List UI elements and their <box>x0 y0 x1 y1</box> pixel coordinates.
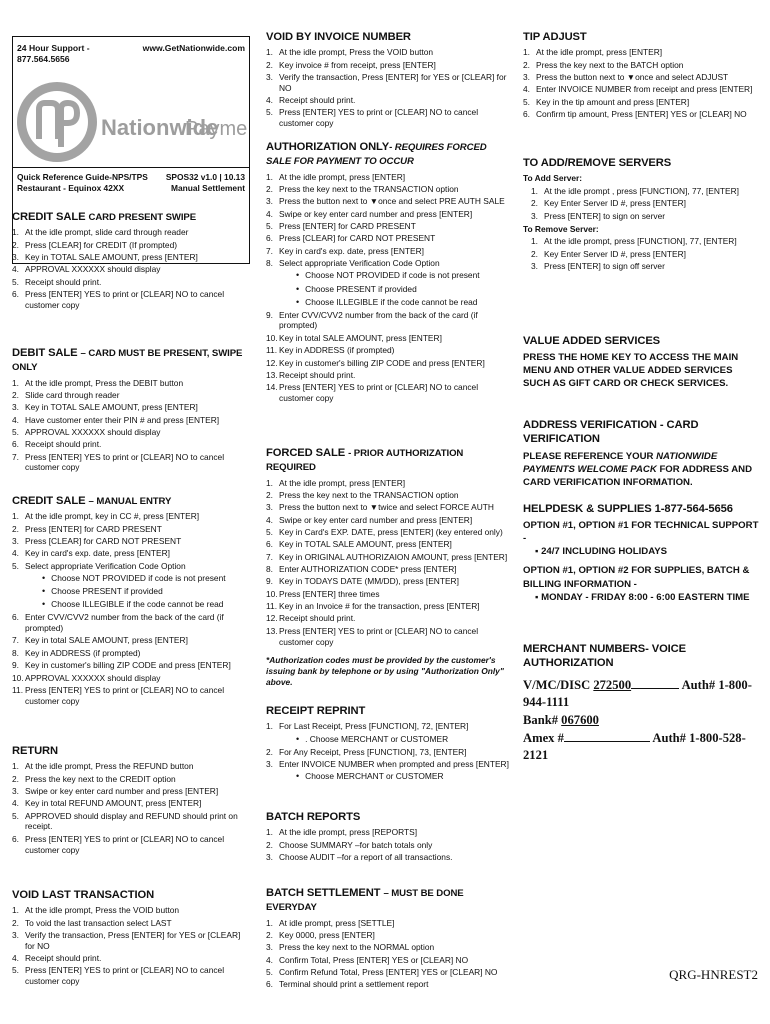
merchant-numbers-section <box>523 642 761 765</box>
list-item: 1. At the idle prompt, Press the REFUND button <box>12 761 194 772</box>
bank-number: 067600 <box>561 712 599 727</box>
list-item: 7. Key in card's exp. date, press [ENTER] <box>266 245 424 256</box>
list-item: 5. Key in the tip amount and press [ENTER] <box>523 96 690 107</box>
credit-manual-steps <box>12 511 250 571</box>
list-item: • Choose MERCHANT or CUSTOMER <box>296 771 510 783</box>
list-item: 1. At the idle prompt, press [ENTER] <box>266 477 406 488</box>
section-title: MERCHANT NUMBERS- VOICE AUTHORIZATION <box>523 643 687 670</box>
list-item: 2. Press [ENTER] for CARD PRESENT <box>12 523 162 534</box>
helpdesk-option-2-detail: ▪ MONDAY - FRIDAY 8:00 - 6:00 EASTERN TIME <box>535 591 750 603</box>
list-item: 5. Press [ENTER] YES to print or [CLEAR] NO to cancel customer copy <box>266 107 479 129</box>
section-title: TIP ADJUST <box>523 31 587 43</box>
return-section <box>12 744 250 857</box>
batch-reports-section <box>266 810 510 864</box>
list-item: 1. At the idle prompt, slide card through reader <box>12 227 189 238</box>
list-item: 13. Press [ENTER] YES to print or [CLEAR] NO to cancel customer copy <box>266 625 479 647</box>
list-item: 4. Enter INVOICE NUMBER from receipt and press [ENTER] <box>523 84 753 95</box>
list-item: 7. Key in total SALE AMOUNT, press [ENTER] <box>12 635 188 646</box>
servers-section <box>523 156 761 273</box>
list-item: 4. Receipt should print. <box>12 953 102 964</box>
list-item: 6. Press [ENTER] YES to print or [CLEAR] NO to cancel customer copy <box>12 289 225 310</box>
section-title: TO ADD/REMOVE SERVERS <box>523 157 672 169</box>
list-item: 1. At the idle prompt, press [FUNCTION], 77, [ENTER] <box>531 236 737 247</box>
section-title: FORCED SALE - PRIOR AUTHORIZATION REQUIRED <box>266 447 464 474</box>
debit-sale-section <box>12 346 250 475</box>
list-item: 2. Key invoice # from receipt, press [ENTER] <box>266 59 436 70</box>
list-item: 6. Receipt should print. <box>12 439 102 450</box>
support-phone: 24 Hour Support - 877.564.5656 <box>17 43 90 64</box>
list-item: 4. Have customer enter their PIN # and press [ENTER] <box>12 414 220 425</box>
list-item: 3. Press [ENTER] to sign on server <box>531 210 666 221</box>
section-title: BATCH REPORTS <box>266 811 361 823</box>
address-verification-section <box>523 418 761 489</box>
list-item: 10. APPROVAL XXXXXX should display <box>12 672 161 683</box>
list-item: 4. Receipt should print. <box>266 95 356 106</box>
guide-title: Quick Reference Guide-NPS/TPS <box>17 172 148 182</box>
header-top <box>17 43 245 65</box>
nationwide-payments-logo <box>17 79 247 165</box>
list-item: 1. At the idle prompt, press [ENTER] <box>523 47 663 58</box>
list-item: 9. Key in TODAYS DATE (MM/DD), press [ENTER] <box>266 576 459 587</box>
list-item: 4. Confirm Total, Press [ENTER] YES or [CLEAR] NO <box>266 954 469 965</box>
list-item: 9. Enter CVV/CVV2 number from the back of the card (if prompted) <box>266 309 478 331</box>
column-left <box>12 26 250 987</box>
list-item: 12. Receipt should print. <box>266 613 356 624</box>
section-title: VOID BY INVOICE NUMBER <box>266 31 411 43</box>
list-item: 1. At idle prompt, press [SETTLE] <box>266 917 395 928</box>
section-title: CREDIT SALE CARD PRESENT SWIPE <box>12 211 196 223</box>
section-title: BATCH SETTLEMENT – MUST BE DONE EVERYDAY <box>266 887 464 914</box>
batch-settlement-steps <box>266 918 510 990</box>
receipt-reprint-steps <box>266 721 510 732</box>
void-invoice-section <box>266 30 510 131</box>
list-item: 6. Press [CLEAR] for CARD NOT PRESENT <box>266 233 436 244</box>
list-item: 2. Press the key next to the TRANSACTION option <box>266 490 459 500</box>
helpdesk-section <box>523 502 761 604</box>
list-item: • Choose ILLEGIBLE if the code cannot be read <box>42 599 250 611</box>
list-item: 9. Key in customer's billing ZIP CODE and press [ENTER] <box>12 660 231 671</box>
list-item: 5. APPROVAL XXXXXX should display <box>12 427 161 438</box>
list-item: 6. Press [ENTER] YES to print or [CLEAR] NO to cancel customer copy <box>12 833 225 855</box>
list-item: 1. At the idle prompt, press [ENTER] <box>266 171 406 182</box>
void-invoice-steps <box>266 47 510 129</box>
void-last-section <box>12 888 250 989</box>
list-item: 5. Press [ENTER] YES to print or [CLEAR] NO to cancel customer copy <box>12 965 225 987</box>
vmc-number: 272500 <box>593 677 632 692</box>
section-title: DEBIT SALE – CARD MUST BE PRESENT, SWIPE ONLY <box>12 347 243 374</box>
vmc-line: V/MC/DISC 272500 Auth# 1-800-944-1111 <box>523 677 752 710</box>
authorization-note: *Authorization codes must be provided by the customer's issuing bank by telephone or by using "Authorization Only" above. <box>266 655 504 687</box>
list-item: 1. At the idle prompt, Press the DEBIT button <box>12 377 184 388</box>
list-item: 2. To void the last transaction select LAST <box>12 917 172 928</box>
list-item: 2. Slide card through reader <box>12 390 120 400</box>
list-item: 4. Key in total REFUND AMOUNT, press [ENTER] <box>12 798 202 809</box>
return-steps <box>12 761 250 855</box>
guide-subtitle: Restaurant - Equinox 42XX <box>17 182 125 193</box>
list-item: 2. Key Enter Server ID #, press [ENTER] <box>531 198 686 209</box>
list-item: 1. For Last Receipt, Press [FUNCTION], 72, [ENTER] <box>266 721 469 732</box>
list-item: 6. Enter CVV/CVV2 number from the back of the card (if prompted) <box>12 612 224 634</box>
list-item: 3. Press [ENTER] to sign off server <box>531 260 665 271</box>
list-item: 8. Select appropriate Verification Code Option <box>266 258 440 269</box>
section-title: RETURN <box>12 745 59 757</box>
list-item: 2. For Any Receipt, Press [FUNCTION], 73, [ENTER] <box>266 746 467 757</box>
website-link[interactable]: www.GetNationwide.com <box>142 43 245 53</box>
verification-options <box>42 573 250 611</box>
list-item: 14. Press [ENTER] YES to print or [CLEAR] NO to cancel customer copy <box>266 382 479 403</box>
debit-sale-steps <box>12 378 250 474</box>
batch-settlement-section <box>266 886 510 992</box>
list-item: • Choose PRESENT if provided <box>296 284 510 296</box>
list-item: 11. Key in an Invoice # for the transaction, press [ENTER] <box>266 601 480 612</box>
helpdesk-option-1: OPTION #1, OPTION #1 FOR TECHNICAL SUPPORT - <box>523 520 759 545</box>
verification-options <box>296 270 510 308</box>
list-item: 1. At the idle prompt, Press the VOID button <box>266 47 434 58</box>
list-item: 6. Confirm tip amount, Press [ENTER] YES or [CLEAR] NO <box>523 109 747 120</box>
list-item: • . Choose MERCHANT or CUSTOMER <box>296 734 510 746</box>
void-last-steps <box>12 905 250 987</box>
section-title: VALUE ADDED SERVICES <box>523 335 661 347</box>
tip-adjust-steps <box>523 47 761 119</box>
list-item: 4. Swipe or key enter card number and press [ENTER] <box>266 514 473 525</box>
section-title: VOID LAST TRANSACTION <box>12 889 155 901</box>
list-item: 3. Verify the transaction, Press [ENTER] for YES or [CLEAR] for NO <box>12 930 241 951</box>
list-item: 2. Choose SUMMARY –for batch totals only <box>266 839 433 850</box>
version-label: SPOS32 v1.0 | 10.13 <box>165 172 245 182</box>
list-item: 8. Key in ADDRESS (if prompted) <box>12 647 141 658</box>
list-item: 5. Select appropriate Verification Code Option <box>12 560 186 571</box>
credit-sale-section <box>12 210 250 312</box>
list-item: 1. At the idle prompt , press [FUNCTION], 77, [ENTER] <box>531 186 740 197</box>
list-item: 10. Key in total SALE AMOUNT, press [ENTER] <box>266 332 442 343</box>
list-item: 1. At the idle prompt, press [REPORTS] <box>266 827 418 838</box>
logo-text-light: Payme <box>185 118 247 140</box>
auth-only-steps-cont <box>266 310 510 404</box>
list-item: 3. Press the button next to ▼once and select PRE AUTH SALE <box>266 196 505 207</box>
footer-code: QRG-HNREST2 <box>669 967 758 982</box>
list-item: 5. Press [ENTER] for CARD PRESENT <box>266 221 416 232</box>
list-item: • Choose PRESENT if provided <box>42 586 250 598</box>
list-item: 6. Key in TOTAL SALE AMOUNT, press [ENTER] <box>266 539 452 550</box>
list-item: 2. Key 0000, press [ENTER] <box>266 930 375 940</box>
list-item: 7. Key in ORIGINAL AUTHORIZAION AMOUNT, press [ENTER] <box>266 551 508 562</box>
list-item: 10. Press [ENTER] three times <box>266 588 380 599</box>
auth-only-section <box>266 140 510 405</box>
section-title: AUTHORIZATION ONLY- REQUIRES FORCED SALE FOR PAYMENT TO OCCUR <box>266 141 487 168</box>
section-title: ADDRESS VERIFICATION - CARD VERIFICATION <box>523 419 699 446</box>
credit-manual-section <box>12 494 250 708</box>
list-item: 3. Enter INVOICE NUMBER when prompted and press [ENTER] <box>266 759 509 770</box>
list-item: 5. Receipt should print. <box>12 276 102 287</box>
list-item: 3. Key in TOTAL SALE AMOUNT, press [ENTER] <box>12 402 198 413</box>
add-server-steps <box>531 186 761 221</box>
list-item: 1. At the idle prompt, Press the VOID button <box>12 905 180 916</box>
value-added-text: PRESS THE HOME KEY TO ACCESS THE MAIN MENU AND OTHER VALUE ADDED SERVICES SUCH AS GIFT CARD OR CHECK SERVICES. <box>523 352 739 390</box>
list-item: 7. Press [ENTER] YES to print or [CLEAR] NO to cancel customer copy <box>12 451 225 473</box>
list-item: 4. APPROVAL XXXXXX should display <box>12 264 161 275</box>
list-item: 6. Terminal should print a settlement report <box>266 979 429 990</box>
header-divider <box>13 167 249 168</box>
list-item: • Choose ILLEGIBLE if the code cannot be read <box>296 297 510 309</box>
forced-sale-steps <box>266 478 510 648</box>
forced-sale-section <box>266 446 510 688</box>
auth-only-steps <box>266 172 510 269</box>
list-item: 2. Key Enter Server ID #, press [ENTER] <box>531 248 686 259</box>
logo-text-bold: Nationwide <box>101 115 219 140</box>
list-item: • Choose NOT PROVIDED if code is not present <box>296 270 510 282</box>
section-title: HELPDESK & SUPPLIES 1-877-564-5656 <box>523 503 733 515</box>
list-item: 11. Key in ADDRESS (if prompted) <box>266 345 395 356</box>
credit-sale-steps <box>12 227 250 310</box>
list-item: 1. At the idle prompt, key in CC #, press [ENTER] <box>12 511 200 522</box>
section-title: CREDIT SALE – MANUAL ENTRY <box>12 495 172 507</box>
remove-server-label: To Remove Server: <box>523 223 599 234</box>
list-item: 2. Press the key next to the BATCH option <box>523 59 684 70</box>
list-item: 4. Swipe or key enter card number and press [ENTER] <box>266 208 473 219</box>
list-item: 5. APPROVED should display and REFUND should print on receipt. <box>12 810 238 832</box>
list-item: 3. Press the key next to the NORMAL option <box>266 942 435 953</box>
list-item: 3. Press the button next to ▼once and select ADJUST <box>523 72 729 83</box>
bank-line: Bank# 067600 <box>523 712 599 727</box>
list-item: 3. Press the button next to ▼twice and select FORCE AUTH <box>266 502 494 513</box>
list-item: 4. Key in card's exp. date, press [ENTER] <box>12 548 170 559</box>
amex-line: Amex # Auth# 1-800-528-2121 <box>523 730 746 763</box>
list-item: 12. Key in customer's billing ZIP CODE and press [ENTER] <box>266 357 485 368</box>
list-item: 13. Receipt should print. <box>266 369 356 380</box>
helpdesk-option-1-detail: ▪ 24/7 INCLUDING HOLIDAYS <box>535 546 668 558</box>
batch-reports-steps <box>266 827 510 862</box>
list-item: 11. Press [ENTER] YES to print or [CLEAR] NO to cancel customer copy <box>12 684 225 706</box>
list-item: 3. Key in TOTAL SALE AMOUNT, press [ENTER] <box>12 252 198 263</box>
settlement-type: Manual Settlement <box>171 182 245 193</box>
list-item: 3. Verify the transaction, Press [ENTER] for YES or [CLEAR] for NO <box>266 72 507 93</box>
helpdesk-option-2: OPTION #1, OPTION #2 FOR SUPPLIES, BATCH & BILLING INFORMATION - <box>523 565 750 590</box>
list-item: 3. Press [CLEAR] for CARD NOT PRESENT <box>12 536 182 547</box>
list-item: • Choose NOT PROVIDED if code is not present <box>42 573 250 585</box>
list-item: 3. Choose AUDIT –for a report of all transactions. <box>266 852 453 863</box>
address-verification-text: PLEASE REFERENCE YOUR NATIONWIDE PAYMENTS WELCOME PACK FOR ADDRESS AND CARD VERIFICATION INFORMATION. <box>523 450 753 488</box>
list-item: 3. Swipe or key enter card number and press [ENTER] <box>12 786 219 797</box>
credit-manual-steps-cont <box>12 612 250 706</box>
list-item: 2. Press the key next to the TRANSACTION option <box>266 184 459 194</box>
list-item: 2. Press the key next to the CREDIT option <box>12 773 176 784</box>
list-item: 8. Enter AUTHORIZATION CODE* press [ENTER] <box>266 564 457 575</box>
section-title: RECEIPT REPRINT <box>266 705 366 717</box>
list-item: 5. Confirm Refund Total, Press [ENTER] YES or [CLEAR] NO <box>266 967 498 978</box>
value-added-section <box>523 334 761 390</box>
header-info <box>17 172 245 194</box>
remove-server-steps <box>531 236 761 271</box>
list-item: 5. Key in Card's EXP. DATE, press [ENTER] (key entered only) <box>266 527 503 538</box>
add-server-label: To Add Server: <box>523 173 583 184</box>
tip-adjust-section <box>523 30 761 121</box>
np-logo-icon <box>17 79 247 165</box>
receipt-reprint-section <box>266 704 510 785</box>
list-item: 2. Press [CLEAR] for CREDIT (If prompted) <box>12 239 178 250</box>
